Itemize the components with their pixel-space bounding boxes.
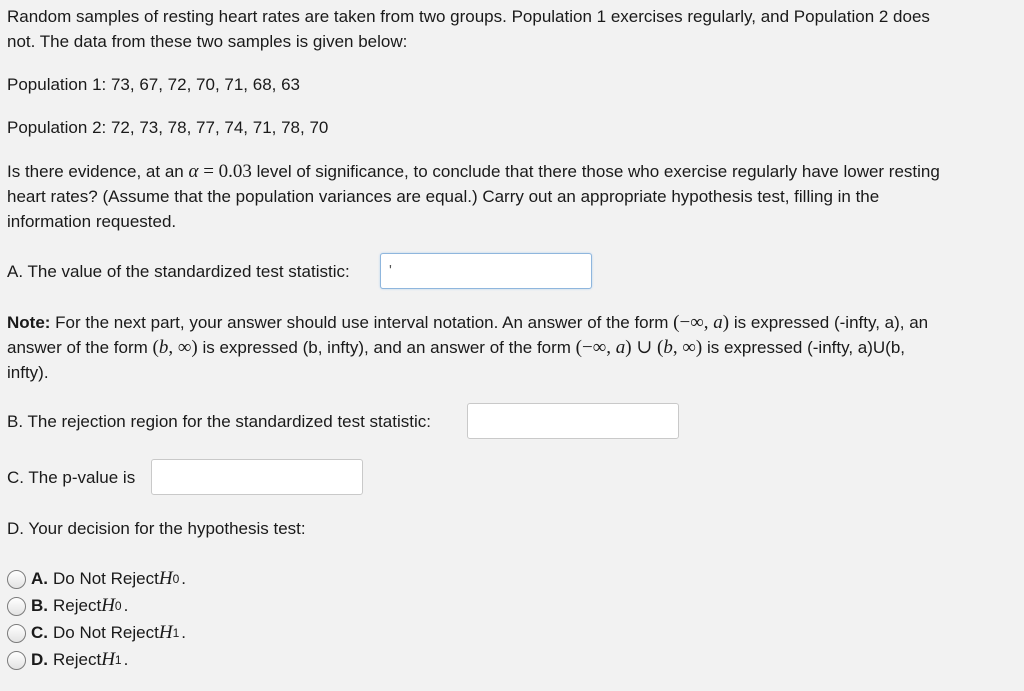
part-a-label: A. The value of the standardized test statistic: xyxy=(7,262,350,281)
intro-line-1: Random samples of resting heart rates are taken from two groups. Population 1 exercises regularly, and Population 2 does xyxy=(7,7,930,26)
note-text-1: For the next part, your answer should use interval notation. An answer of the form xyxy=(50,313,674,332)
interval-neg-inf: (−∞, xyxy=(673,312,714,333)
hypothesis-subscript: 0 xyxy=(114,599,122,613)
union-a: a xyxy=(615,337,626,358)
option-letter: B. xyxy=(31,596,48,615)
union-part-2: , ∞) xyxy=(672,337,703,358)
note-text-5: is expressed (-infty, a)U(b, xyxy=(702,338,906,357)
option-letter: D. xyxy=(31,650,48,669)
hypothesis-symbol: H xyxy=(158,568,173,589)
hypothesis-subscript: 1 xyxy=(114,653,122,667)
note-line-2 xyxy=(7,335,1012,360)
test-statistic-input[interactable]: ' xyxy=(380,253,592,289)
part-d-label: D. Your decision for the hypothesis test: xyxy=(7,519,306,538)
interval-open: ( xyxy=(152,337,159,358)
option-text: Do Not Reject xyxy=(53,623,159,642)
intro-text xyxy=(7,4,1012,54)
equals-sign: = xyxy=(198,161,219,182)
part-c-label: C. The p-value is xyxy=(7,468,136,487)
question-line-3: information requested. xyxy=(7,212,177,231)
note-label: Note: xyxy=(7,313,51,332)
option-letter: A. xyxy=(31,569,48,588)
radio-button[interactable] xyxy=(7,651,26,670)
decision-option-b[interactable]: B. Reject H 0 . xyxy=(7,595,128,617)
hypothesis-subscript: 0 xyxy=(172,572,180,586)
option-letter: C. xyxy=(31,623,48,642)
alpha-value: 0.03 xyxy=(218,161,252,182)
interval-b: b xyxy=(158,337,169,358)
rejection-region-input[interactable] xyxy=(467,403,679,439)
decision-option-d[interactable]: D. Reject H 1 . xyxy=(7,649,128,671)
union-symbol: ) ∪ ( xyxy=(625,337,664,358)
hypothesis-symbol: H xyxy=(101,595,115,616)
radio-button[interactable] xyxy=(7,624,26,643)
hypothesis-subscript: 1 xyxy=(172,626,180,640)
option-text: Reject xyxy=(53,650,102,669)
question-line-2: heart rates? (Assume that the population variances are equal.) Carry out an appropriate hypothesis test, filling in the xyxy=(7,187,880,206)
hypothesis-symbol: H xyxy=(101,649,115,670)
union-part-1: (−∞, xyxy=(575,337,616,358)
union-b: b xyxy=(663,337,673,358)
p-value-input[interactable] xyxy=(151,459,363,495)
interval-a: a xyxy=(713,312,723,333)
decision-option-a[interactable]: A. Do Not Reject H 0 . xyxy=(7,568,186,590)
note-text xyxy=(7,310,1012,385)
question-pre: Is there evidence, at an xyxy=(7,162,189,181)
decision-option-c[interactable]: C. Do Not Reject H 1 . xyxy=(7,622,186,644)
interval-close: ) xyxy=(722,312,730,333)
option-text: Reject xyxy=(53,596,102,615)
note-line-3: infty). xyxy=(7,363,49,382)
question-post: level of significance, to conclude that there those who exercise regularly have lower resting xyxy=(251,162,940,181)
part-b-label: B. The rejection region for the standardized test statistic: xyxy=(7,412,431,431)
note-text-4: is expressed (b, infty), and an answer of the form xyxy=(197,338,576,357)
note-line-1 xyxy=(7,310,1012,335)
note-text-3: answer of the form xyxy=(7,338,153,357)
interval-pos-inf: , ∞) xyxy=(168,337,198,358)
note-text-2: is expressed (-infty, a), an xyxy=(729,313,929,332)
intro-line-2: not. The data from these two samples is given below: xyxy=(7,32,408,51)
population-2-data: Population 2: 72, 73, 78, 77, 74, 71, 78, 70 xyxy=(7,118,329,137)
question-line-1 xyxy=(7,159,1012,184)
option-text: Do Not Reject xyxy=(53,569,159,588)
population-1-data: Population 1: 73, 67, 72, 70, 71, 68, 63 xyxy=(7,75,301,94)
question-text xyxy=(7,159,1012,234)
alpha-symbol: α xyxy=(188,161,199,182)
radio-button[interactable] xyxy=(7,570,26,589)
hypothesis-symbol: H xyxy=(158,622,173,643)
radio-button[interactable] xyxy=(7,597,26,616)
